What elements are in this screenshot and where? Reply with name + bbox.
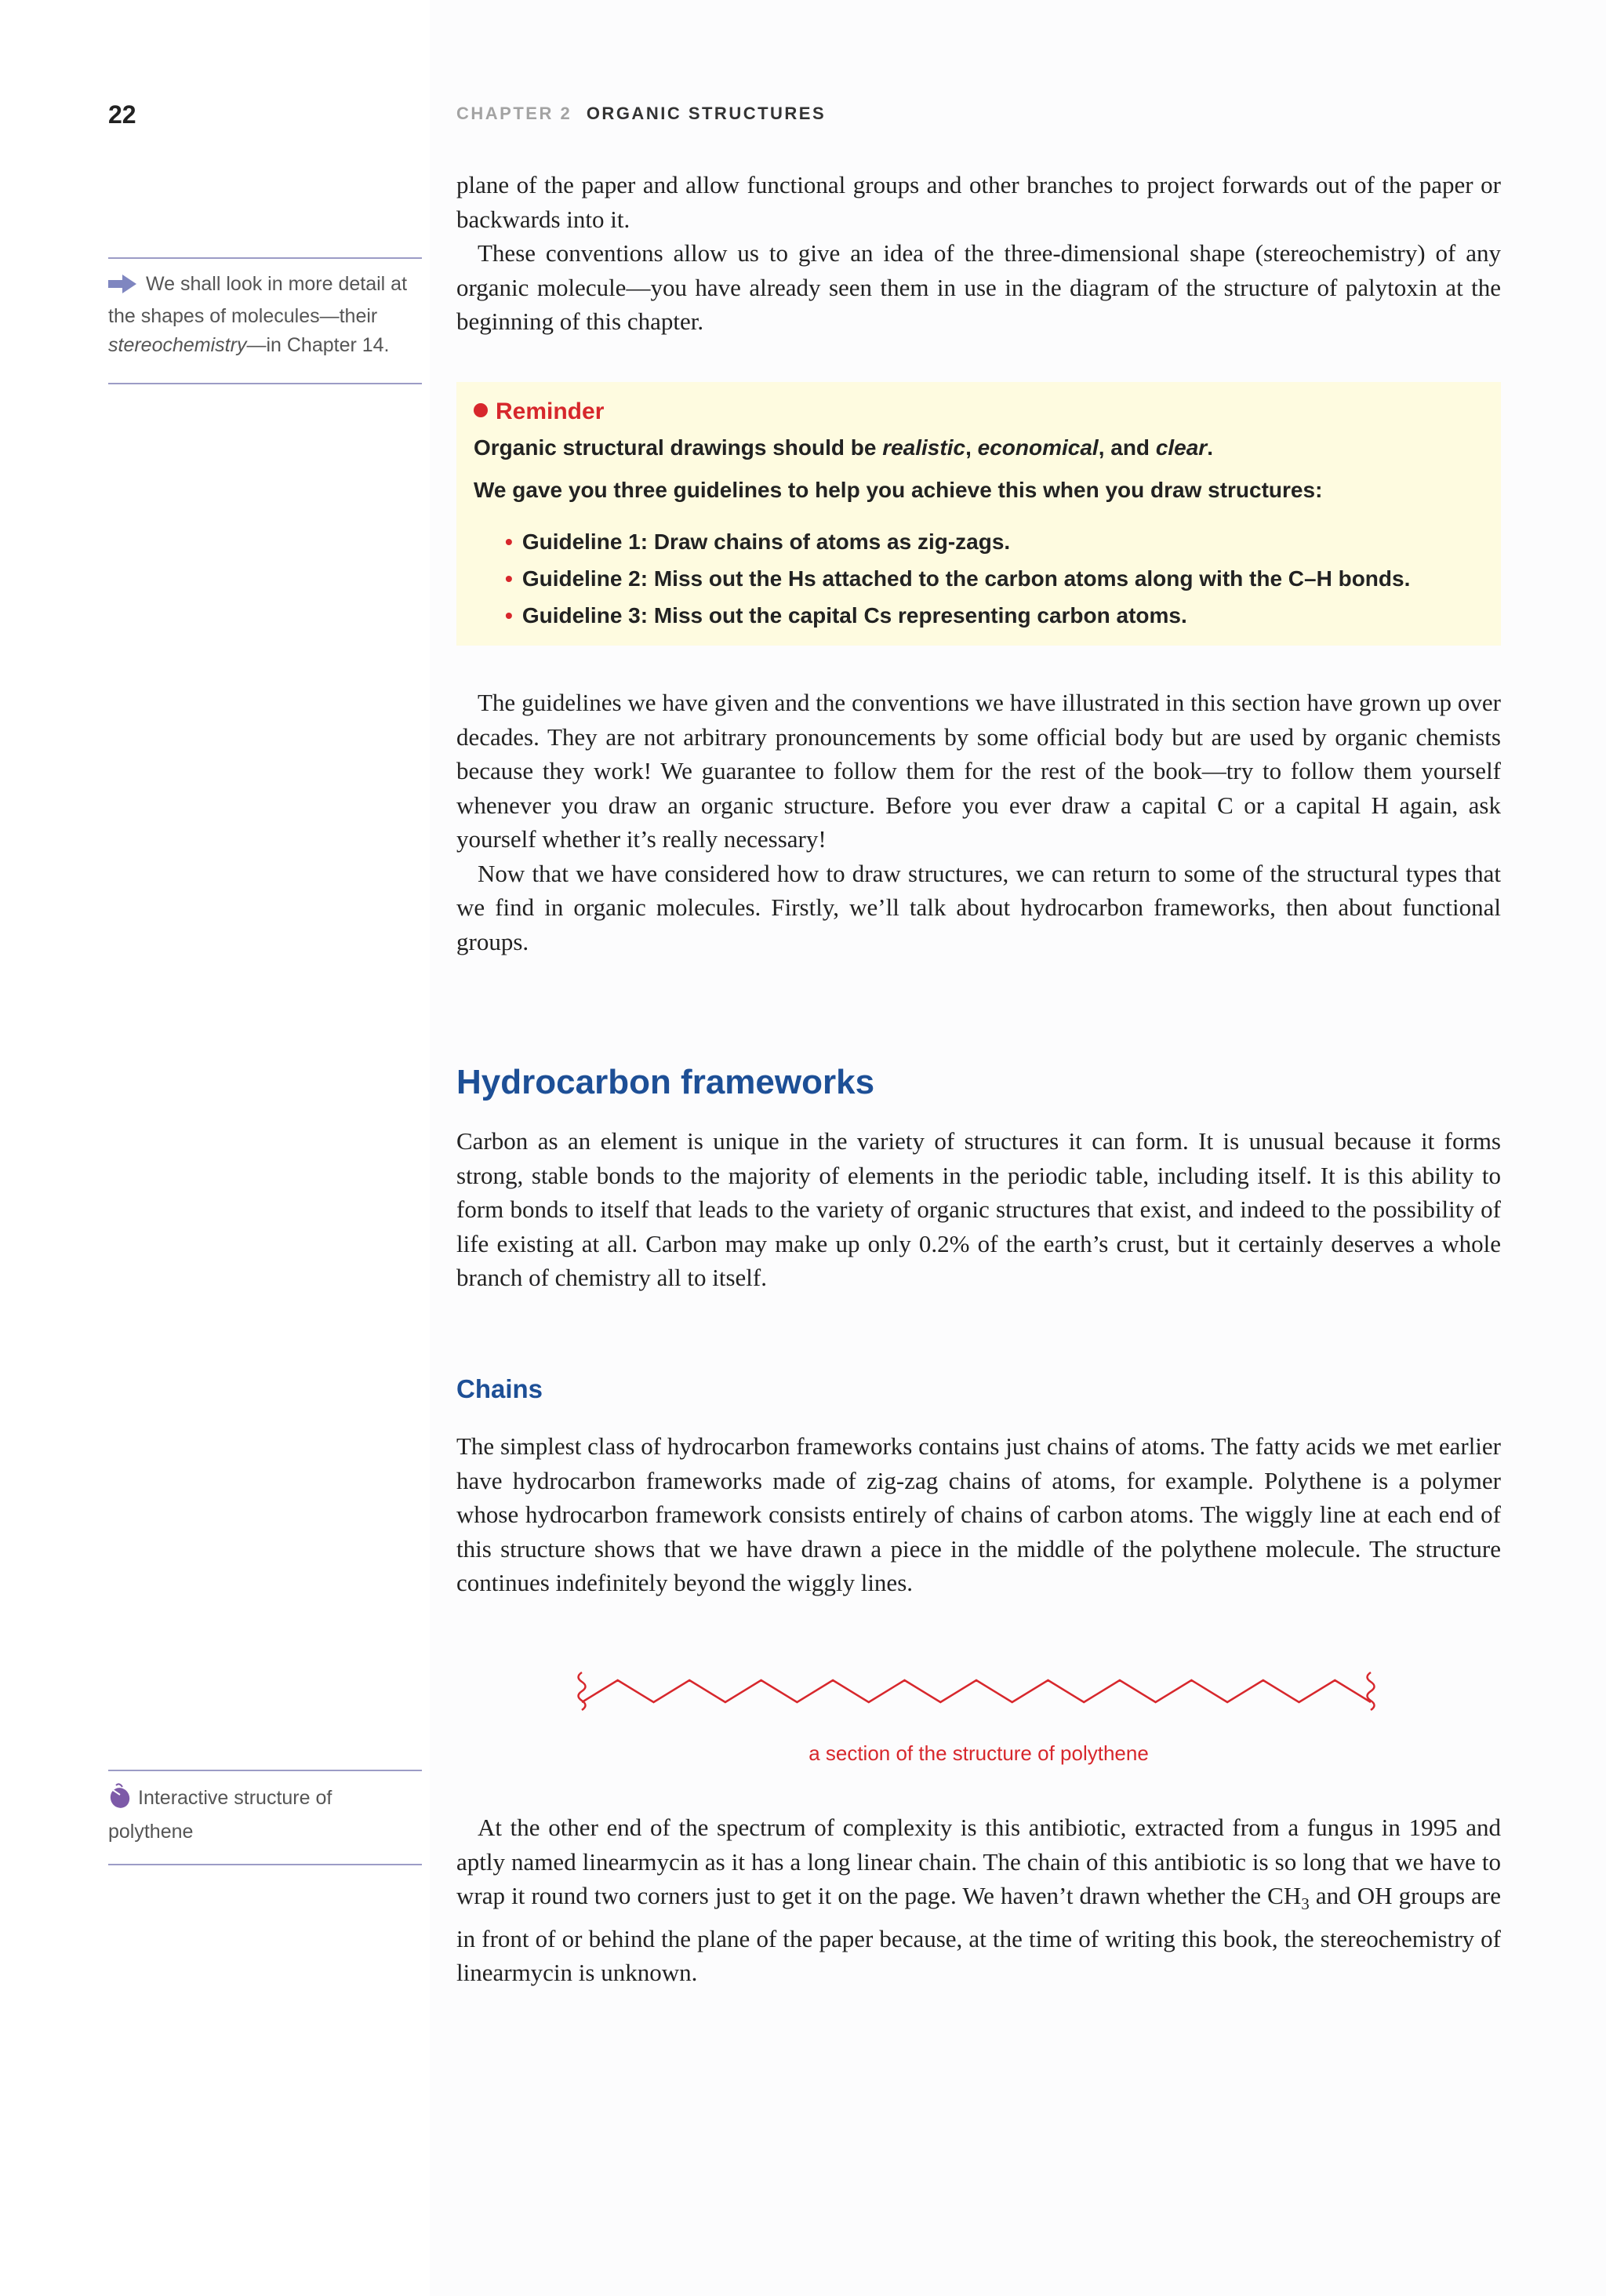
figure-caption: a section of the structure of polythene	[808, 1741, 1149, 1765]
chapter-number: CHAPTER 2	[456, 104, 572, 123]
intro-text	[456, 168, 1501, 339]
section-heading-hydrocarbon: Hydrocarbon frameworks	[456, 1063, 875, 1101]
polythene-structure-figure	[565, 1663, 1388, 1726]
wiggly-line-right	[1368, 1672, 1375, 1710]
guidelines-paragraph-1: The guidelines we have given and the conventions we have illustrated in this section have grown up over decades. They are not arbitrary pronouncements by some official body but are used by organic chemists because they work! We guarantee to follow them for the rest of the book—try to follow them yourself whenever you draw an organic structure. Before you ever draw a capital C or a capital H again, ask yourself whether it’s really necessary!	[456, 689, 1501, 853]
guideline-item: • Guideline 3: Miss out the capital Cs representing carbon atoms.	[505, 603, 1187, 628]
reminder-line-2: We gave you three guidelines to help you achieve this when you draw structures:	[474, 478, 1323, 502]
hydrocarbon-text	[456, 1124, 1501, 1295]
chapter-title: ORGANIC STRUCTURES	[586, 104, 827, 123]
chains-text	[456, 1429, 1501, 1600]
chains-paragraph-1: The simplest class of hydrocarbon frameworks contains just chains of atoms. The fatty acids we met earlier have hydrocarbon frameworks made of zig-zag chains of atoms, for example. Polythene is a polymer whose hydrocarbon framework consists entirely of chains of carbon atoms. The wiggly line at each end of this structure shows that we have drawn a piece in the middle of the polythene molecule. The structure continues indefinitely beyond the wiggly lines.	[456, 1432, 1501, 1596]
linearmycin-text	[456, 1810, 1501, 1990]
stereo-note-text-end: —in Chapter 14.	[246, 334, 390, 356]
red-bullet-icon	[474, 403, 488, 417]
intro-paragraph-2: These conventions allow us to give an idea of the three-dimensional shape (stereochemistry) of any organic molecule—you have already seen them in use in the diagram of the structure of palytoxin at the beginning of this chapter.	[456, 239, 1501, 335]
guideline-list	[505, 523, 1484, 634]
reminder-line-1: Organic structural drawings should be realistic, economical, and clear.	[474, 435, 1213, 460]
subheading-chains: Chains	[456, 1374, 543, 1403]
interactive-note-text[interactable]: Interactive structure of polythene	[108, 1787, 332, 1843]
mouse-icon	[108, 1782, 132, 1818]
margin-note-stereochemistry	[108, 257, 422, 384]
reminder-heading	[474, 396, 1484, 428]
hydrocarbon-paragraph-1: Carbon as an element is unique in the variety of structures it can form. It is unusual because it forms strong, stable bonds to the majority of elements in the periodic table, including itself. It is this ability to form bonds to itself that leads to the variety of organic structures that exist, and indeed to the possibility of life existing at all. Carbon may make up only 0.2% of the earth’s crust, but it certainly deserves a whole branch of chemistry all to itself.	[456, 1127, 1501, 1291]
polythene-zigzag-chain	[582, 1680, 1371, 1702]
wiggly-line-left	[579, 1672, 586, 1710]
stereo-note-emphasis: stereochemistry	[108, 334, 247, 356]
linearmycin-paragraph: At the other end of the spectrum of complexity is this antibiotic, extracted from a fungus in 1995 and aptly named linearmycin as it has a long linear chain. The chain of this antibiotic is so long that we have to wrap it round two corners just to get it on the page. We haven’t drawn whether the $CH_3$ and OH groups are in front of or behind the plane of the paper because, at the time of writing this book, the stereochemistry of linearmycin is unknown.	[456, 1814, 1501, 1987]
intro-paragraph-1: plane of the paper and allow functional groups and other branches to project forwards out of the paper or backwards into it.	[456, 171, 1501, 233]
reminder-box	[456, 382, 1501, 646]
reminder-heading-text: Reminder	[496, 398, 605, 424]
running-head	[456, 104, 826, 124]
margin-note-interactive[interactable]	[108, 1770, 422, 1865]
polythene-bonds	[582, 1680, 1371, 1702]
guidelines-paragraph-2: Now that we have considered how to draw structures, we can return to some of the structural types that we find in organic molecules. Firstly, we’ll talk about hydrocarbon frameworks, then about functional groups.	[456, 859, 1501, 955]
arrow-right-icon	[108, 273, 136, 302]
page-number: 22	[108, 100, 136, 129]
stereo-note-text: We shall look in more detail at the shapes of molecules—their	[108, 273, 408, 327]
guideline-item: • Guideline 1: Draw chains of atoms as zig-zags.	[505, 529, 1011, 554]
guidelines-section-text	[456, 686, 1501, 959]
guideline-item: • Guideline 2: Miss out the Hs attached to the carbon atoms along with the C–H bonds.	[505, 566, 1411, 591]
